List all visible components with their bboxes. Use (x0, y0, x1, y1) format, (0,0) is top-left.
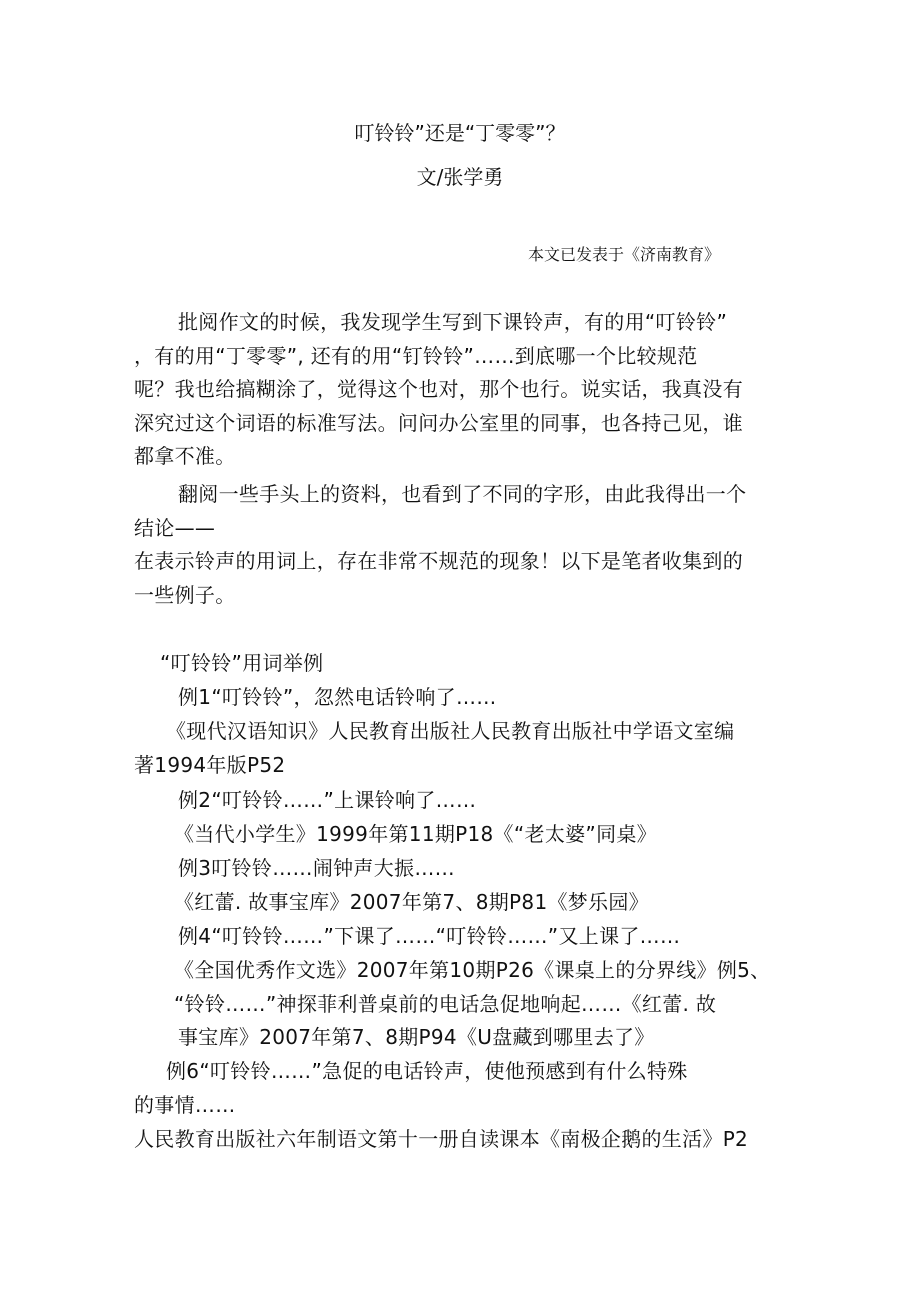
example-line: 著1994年版P52 (134, 753, 286, 777)
paragraph-1-line-3: 呢？我也给搞糊涂了，觉得这个也对，那个也行。说实话，我真没有 (134, 377, 743, 401)
paragraph-2-line-1: 翻阅一些手头上的资料，也看到了不同的字形，由此我得出一个 (178, 482, 747, 506)
example-line: 《全国优秀作文选》2007年第10期P26《课桌上的分界线》例5、 (174, 958, 771, 982)
example-line: 的事情…… (134, 1093, 236, 1117)
paragraph-1-line-2: ，有的用“丁零零”, 还有的用“钉铃铃”……到底哪一个比较规范 (134, 344, 698, 368)
example-line: 事宝库》2007年第7、8期P94《U盘藏到哪里去了》 (178, 1025, 655, 1049)
section-heading: “叮铃铃”用词举例 (160, 651, 324, 675)
example-line: 例3叮铃铃……闹钟声大振…… (178, 856, 455, 880)
paragraph-2-line-3: 在表示铃声的用词上，存在非常不规范的现象！以下是笔者收集到的 (134, 549, 743, 573)
example-line: 例2“叮铃铃……”上课铃响了…… (178, 788, 477, 812)
paragraph-2-line-2: 结论—— (134, 516, 216, 540)
example-line: 例1“叮铃铃”，忽然电话铃响了…… (178, 685, 497, 709)
example-line: 《现代汉语知识》人民教育出版社人民教育出版社中学语文室编 (166, 719, 735, 743)
example-line: 例6“叮铃铃……”急促的电话铃声，使他预感到有什么特殊 (166, 1059, 688, 1083)
paragraph-1-line-1: 批阅作文的时候，我发现学生写到下课铃声，有的用“叮铃铃” (178, 310, 728, 334)
publication-note: 本文已发表于《济南教育》 (528, 245, 721, 264)
example-line: 《红蕾. 故事宝库》2007年第7、8期P81《梦乐园》 (174, 890, 649, 914)
paragraph-1-line-5: 都拿不准。 (134, 444, 236, 468)
example-line: 人民教育出版社六年制语文第十一册自读课本《南极企鹅的生活》P2 (134, 1127, 749, 1151)
example-line: 例4“叮铃铃……”下课了……“叮铃铃……”又上课了…… (178, 924, 681, 948)
example-line: 《当代小学生》1999年第11期P18《“老太婆”同桌》 (174, 822, 657, 846)
example-line: “铃铃……”神探菲利普桌前的电话急促地响起……《红蕾. 故 (174, 992, 717, 1016)
article-title: 叮铃铃”还是“丁零零”？ (354, 121, 566, 145)
paragraph-1-line-4: 深究过这个词语的标准写法。问问办公室里的同事，也各持己见，谁 (134, 411, 743, 435)
paragraph-2-line-4: 一些例子。 (134, 583, 236, 607)
article-author: 文/张学勇 (416, 165, 504, 189)
